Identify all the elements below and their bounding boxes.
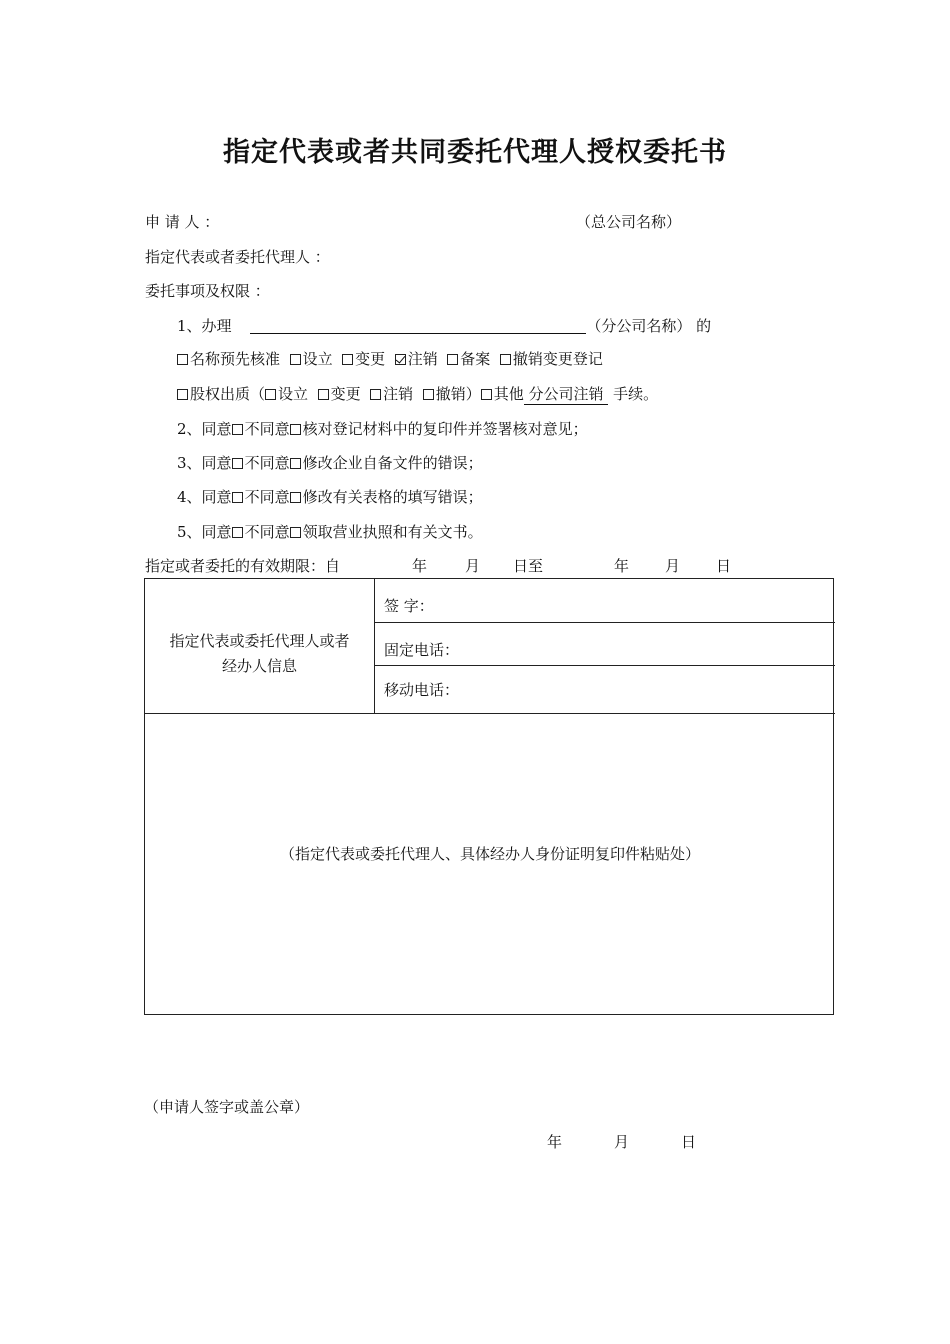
checkbox-agree[interactable]	[232, 424, 243, 435]
matters-label: 委托事项及权限 ：	[145, 282, 270, 300]
checkbox-disagree[interactable]	[290, 527, 301, 538]
checkbox[interactable]	[447, 354, 458, 365]
row-divider	[374, 622, 835, 623]
validity-day2: 日	[716, 557, 732, 575]
other-label: 其他	[493, 385, 524, 403]
option-establish[interactable]: 设立	[290, 350, 333, 368]
option-revoke-change[interactable]: 撤销变更登记	[500, 350, 603, 368]
checkbox-disagree[interactable]	[290, 458, 301, 469]
equity-cancel: 注销	[383, 385, 414, 403]
id-paste-area: （指定代表或委托代理人、具体经办人身份证明复印件粘贴处）	[279, 845, 700, 863]
checkbox[interactable]	[370, 389, 381, 400]
checkbox[interactable]	[290, 354, 301, 365]
options-row2	[177, 384, 658, 405]
footer-month: 月	[614, 1133, 630, 1151]
validity-day-to: 日至	[513, 557, 544, 575]
branch-name-blank[interactable]	[250, 315, 586, 334]
item-4: 4、同意 不同意 修改有关表格的填写错误；	[177, 488, 483, 506]
equity-establish: 设立	[278, 385, 309, 403]
item-3: 3、同意 不同意 修改企业自备文件的错误；	[177, 454, 483, 472]
item-5: 5、同意 不同意 领取营业执照和有关文书。	[177, 523, 483, 541]
option-record[interactable]: 备案	[447, 350, 490, 368]
equity-change: 变更	[330, 385, 361, 403]
footer-day: 日	[681, 1133, 697, 1151]
item1-note: （分公司名称）	[586, 317, 692, 335]
checkbox[interactable]	[423, 389, 434, 400]
footer-year: 年	[547, 1133, 563, 1151]
checkbox-checked[interactable]	[395, 354, 406, 365]
info-label: 指定代表或委托代理人或者 经办人信息	[169, 632, 350, 675]
mobile-field[interactable]: 移动电话：	[384, 681, 460, 699]
checkbox[interactable]	[265, 389, 276, 400]
checkbox-agree[interactable]	[232, 492, 243, 503]
checkbox[interactable]	[342, 354, 353, 365]
checkbox-equity-pledge[interactable]	[177, 389, 188, 400]
document-title: 指定代表或者共同委托代理人授权委托书	[223, 137, 727, 168]
validity-year: 年	[412, 557, 428, 575]
row2-tail: 手续。	[613, 385, 659, 403]
applicant-note: （总公司名称）	[576, 213, 682, 231]
item-2: 2、同意 不同意 核对登记材料中的复印件并签署核对意见；	[177, 420, 588, 438]
landline-field[interactable]: 固定电话：	[384, 641, 460, 659]
table-divider	[374, 579, 375, 714]
checkbox-agree[interactable]	[232, 458, 243, 469]
validity-month: 月	[465, 557, 481, 575]
item1-prefix: 1、办理	[177, 317, 232, 335]
checkbox-other[interactable]	[481, 389, 492, 400]
option-cancel[interactable]: 注销	[395, 350, 438, 368]
validity-month2: 月	[665, 557, 681, 575]
info-table	[144, 578, 834, 1015]
equity-label: 股权出质（	[190, 385, 266, 403]
applicant-signature-note: （申请人签字或盖公章）	[144, 1098, 310, 1116]
checkbox[interactable]	[318, 389, 329, 400]
checkbox-agree[interactable]	[232, 527, 243, 538]
row-divider	[374, 665, 835, 666]
item1-suffix: 的	[696, 317, 712, 335]
option-change[interactable]: 变更	[342, 350, 385, 368]
validity-label: 指定或者委托的有效期限：自	[145, 557, 341, 575]
row-divider	[145, 713, 835, 714]
checkbox[interactable]	[500, 354, 511, 365]
representative-label: 指定代表或者委托代理人 ：	[145, 248, 330, 266]
signature-field[interactable]: 签 字：	[384, 597, 434, 615]
item1-line	[177, 315, 711, 336]
other-value[interactable]: 分公司注销	[523, 385, 609, 403]
validity-year2: 年	[614, 557, 630, 575]
equity-close: ）	[465, 385, 481, 403]
checkbox[interactable]	[177, 354, 188, 365]
checkbox-disagree[interactable]	[290, 424, 301, 435]
option-name-precheck[interactable]: 名称预先核准	[177, 350, 280, 368]
options-row1	[177, 349, 603, 369]
equity-revoke: 撤销	[435, 385, 466, 403]
checkbox-disagree[interactable]	[290, 492, 301, 503]
applicant-label: 申 请 人 ：	[145, 213, 220, 231]
